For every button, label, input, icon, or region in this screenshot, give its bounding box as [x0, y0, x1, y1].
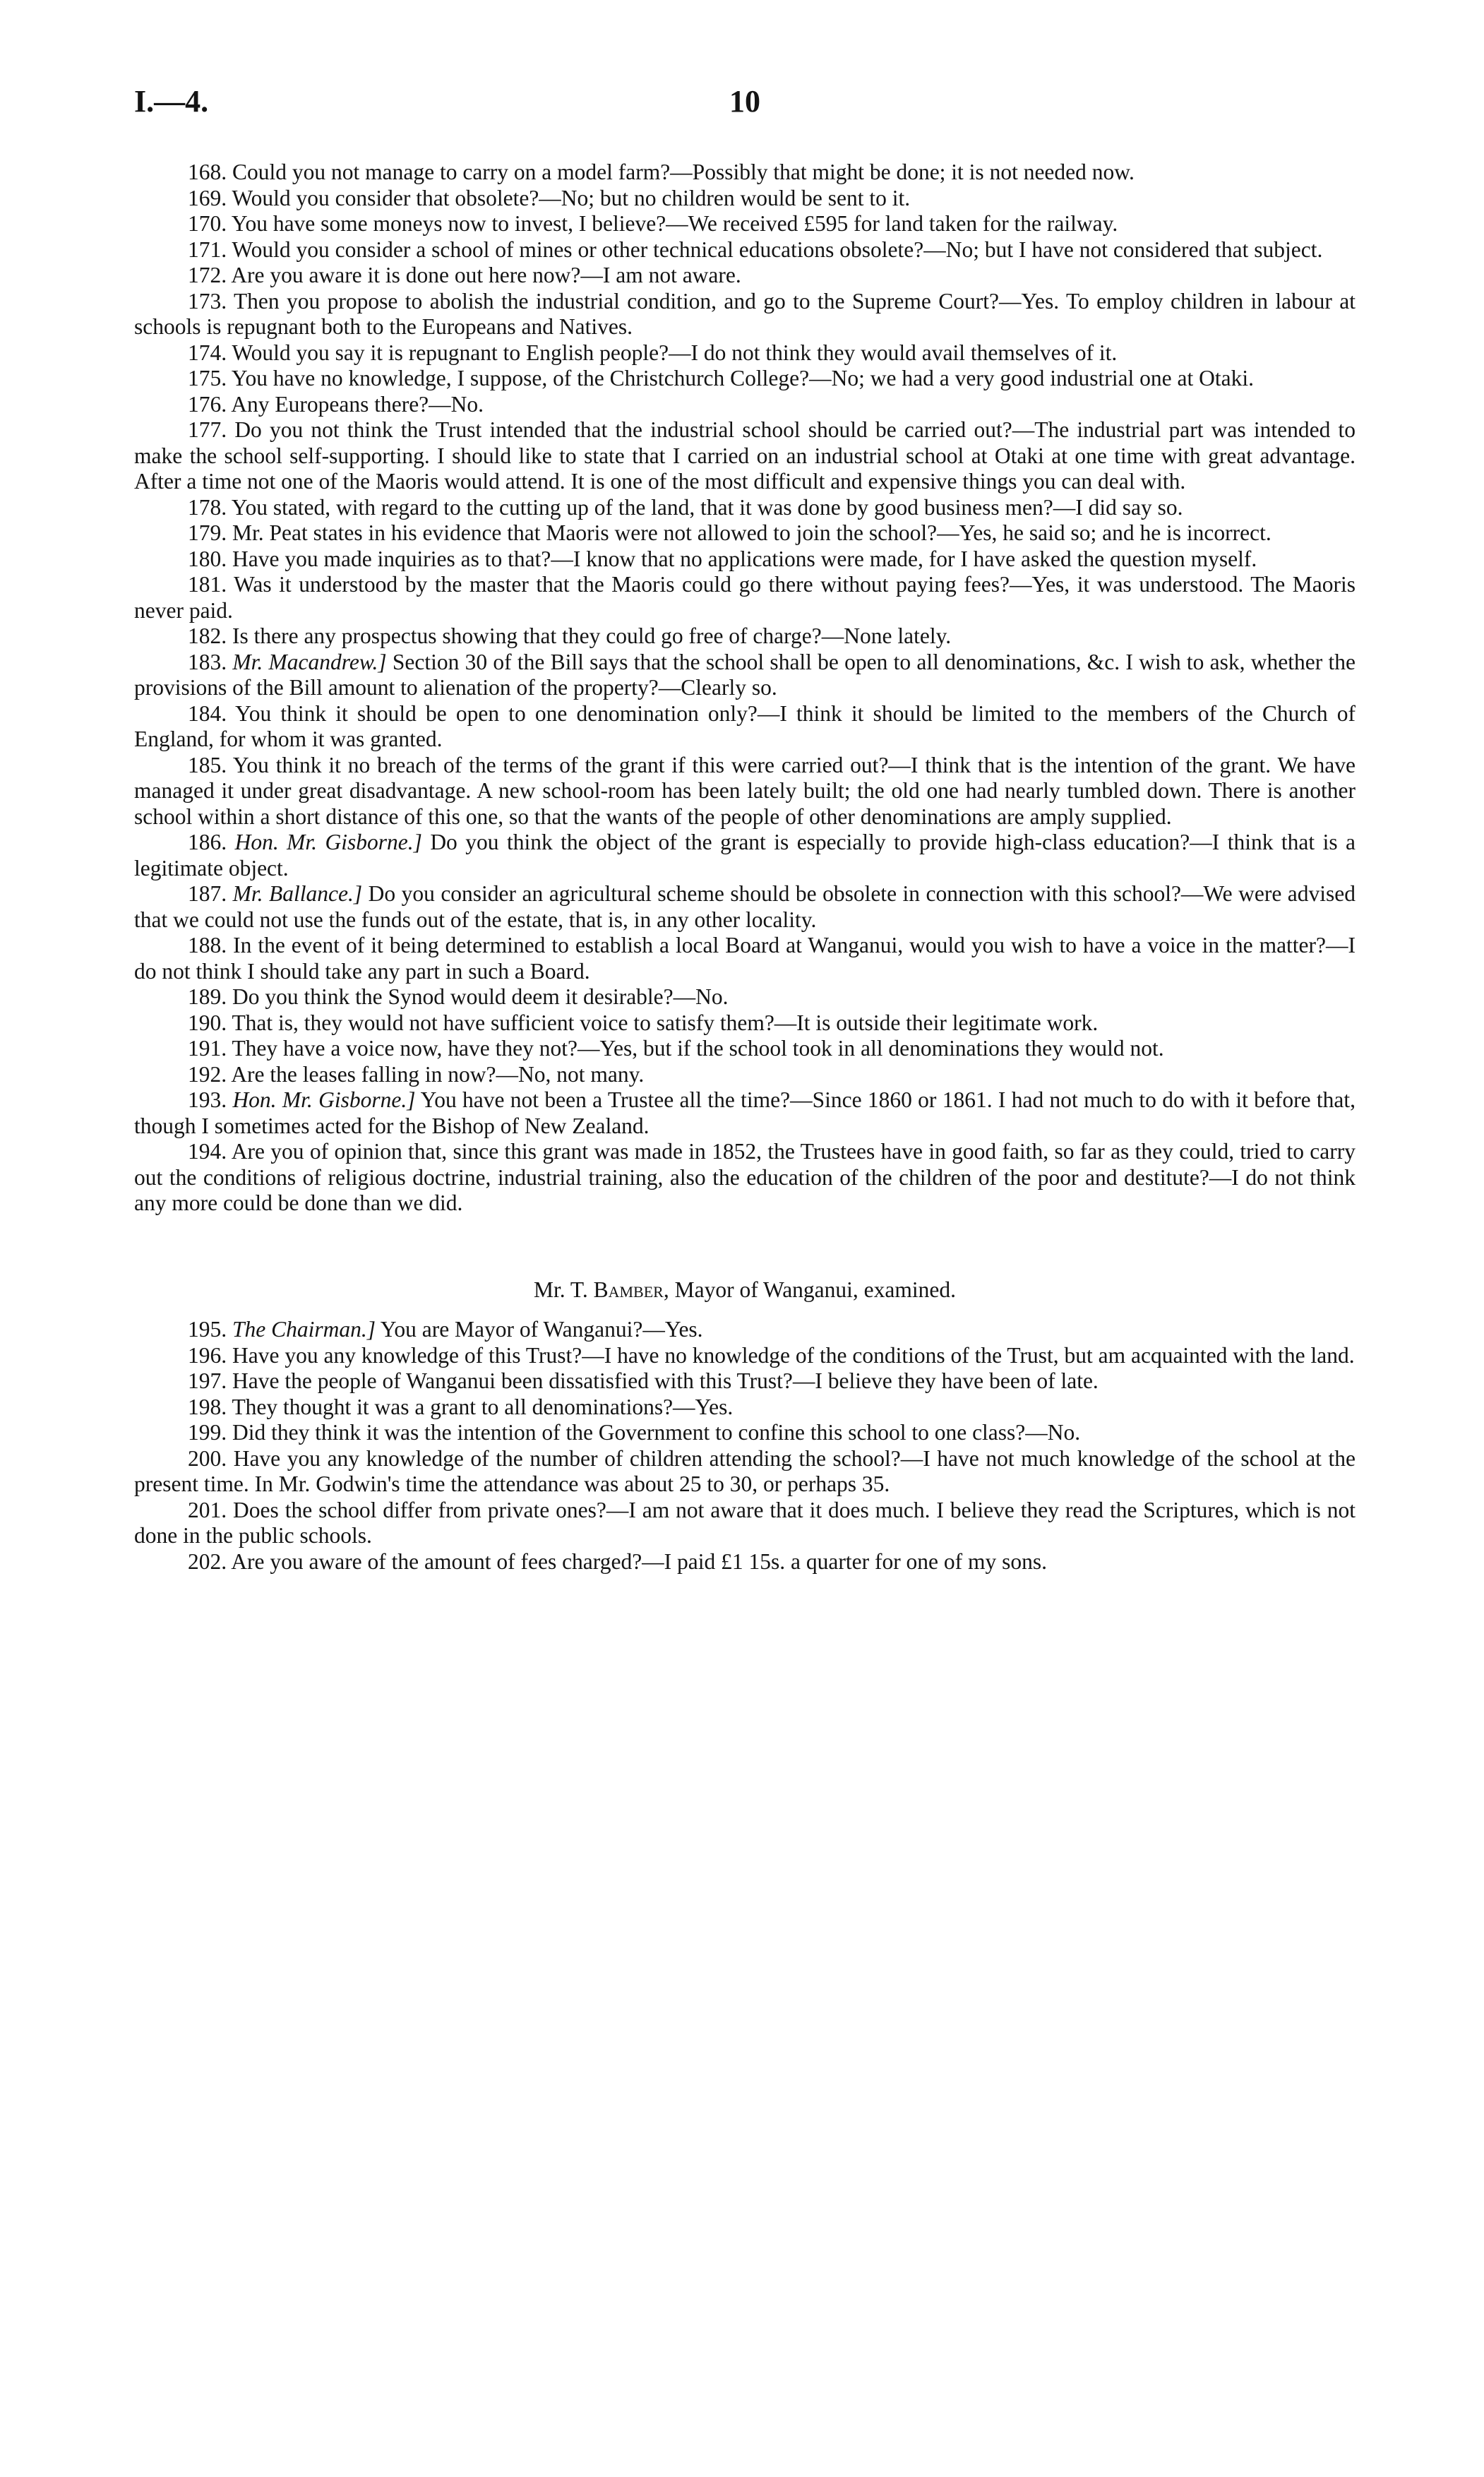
speaker: Mr. Ballance.] — [232, 881, 363, 906]
question-number: 173. — [188, 288, 227, 314]
question-number: 180. — [188, 546, 227, 571]
question-text: You are Mayor of Wanganui?—Yes. — [380, 1317, 703, 1342]
document-reference: I.—4. — [134, 84, 209, 119]
question-answer — [134, 1010, 1356, 1037]
question-number: 196. — [188, 1342, 227, 1368]
question-text: Does the school differ from private ones?—I am not aware that it does much. I believe they read the Scriptures, which is not done in the public schools. — [134, 1497, 1356, 1548]
question-number: 171. — [188, 237, 227, 262]
question-text: Are you aware it is done out here now?—I am not aware. — [231, 263, 741, 287]
question-text: Could you not manage to carry on a model farm?—Possibly that might be done; it is not needed now. — [232, 160, 1135, 184]
question-text: They have a voice now, have they not?—Yes, but if the school took in all denominations they would not. — [232, 1036, 1164, 1061]
question-answer — [134, 237, 1356, 263]
question-text: Mr. Peat states in his evidence that Maoris were not allowed to join the school?—Yes, he said so; and he is incorrect. — [232, 520, 1271, 545]
question-answer — [134, 186, 1356, 212]
question-answer — [134, 160, 1356, 186]
question-answer — [134, 1062, 1356, 1088]
question-answer — [134, 495, 1356, 521]
question-text: That is, they would not have sufficient voice to satisfy them?—It is outside their legitimate work. — [232, 1010, 1099, 1035]
question-answer — [134, 1036, 1356, 1062]
question-answer — [134, 1317, 1356, 1343]
question-text: Do you consider an agricultural scheme should be obsolete in connection with this school?—We were advised that we could not use the funds out of the estate, that is, in any other locality. — [134, 881, 1356, 932]
witness-name: Bamber — [593, 1277, 664, 1302]
question-number: 191. — [188, 1036, 227, 1061]
speaker: Hon. Mr. Gisborne.] — [234, 830, 422, 854]
witness-heading-suffix: , Mayor of Wanganui, examined. — [663, 1277, 956, 1302]
question-answer — [134, 1549, 1356, 1575]
question-answer — [134, 547, 1356, 573]
question-number: 178. — [188, 494, 227, 520]
question-number: 185. — [188, 752, 227, 777]
question-number: 182. — [188, 623, 227, 648]
question-answer — [134, 417, 1356, 495]
question-number: 195. — [188, 1317, 227, 1342]
question-answer — [134, 520, 1356, 547]
question-number: 172. — [188, 263, 227, 287]
question-text: Are the leases falling in now?—No, not many. — [231, 1061, 645, 1087]
question-answer — [134, 881, 1356, 933]
question-answer — [134, 753, 1356, 830]
question-answer — [134, 1343, 1356, 1369]
witness-heading — [134, 1277, 1356, 1303]
question-text: Are you of opinion that, since this grant was made in 1852, the Trustees have in good faith, so far as they could, tried to carry out the conditions of religious doctrine, industrial training, also the education of the children of the poor and destitute?—I do not think any more could be done than we did. — [134, 1139, 1356, 1215]
question-text: Section 30 of the Bill says that the school shall be open to all denominations, &c. I wish to ask, whether the provisions of the Bill amount to alienation of the property?—Clearly so. — [134, 649, 1356, 700]
question-answer — [134, 933, 1356, 984]
question-answer — [134, 1498, 1356, 1549]
question-number: 170. — [188, 211, 227, 236]
question-answer — [134, 1446, 1356, 1498]
question-answer — [134, 366, 1356, 392]
question-number: 183. — [188, 649, 227, 674]
question-text: Then you propose to abolish the industrial condition, and go to the Supreme Court?—Yes. To employ children in labour at schools is repugnant both to the Europeans and Natives. — [134, 288, 1356, 339]
question-number: 201. — [188, 1497, 227, 1522]
question-answer — [134, 289, 1356, 340]
question-text: Do you think the object of the grant is especially to provide high-class education?—I think that is a legitimate object. — [134, 830, 1356, 881]
question-number: 169. — [188, 185, 227, 210]
question-number: 190. — [188, 1010, 227, 1035]
question-text: Is there any prospectus showing that they could go free of charge?—None lately. — [232, 623, 952, 648]
question-number: 200. — [188, 1445, 227, 1471]
question-text: Would you consider that obsolete?—No; but no children would be sent to it. — [232, 185, 911, 210]
question-answer — [134, 1368, 1356, 1395]
document-body — [134, 160, 1356, 1575]
page-header — [134, 83, 1356, 133]
question-answer — [134, 1420, 1356, 1446]
question-answer — [134, 650, 1356, 701]
speaker: The Chairman.] — [232, 1317, 376, 1342]
speaker: Mr. Macandrew.] — [232, 649, 387, 674]
question-text: Have you any knowledge of this Trust?—I have no knowledge of the conditions of the Trust, but am acquainted with the land. — [232, 1342, 1355, 1368]
question-text: Do you not think the Trust intended that the industrial school should be carried out?—The industrial part was intended to make the school self-supporting. I should like to state that I carried on an industrial school at Otaki at one time with great advantage. After a time not one of the Maoris would attend. It is one of the most difficult and expensive things you can deal with. — [134, 417, 1356, 494]
evidence-section-2 — [134, 1317, 1356, 1575]
question-number: 202. — [188, 1548, 227, 1574]
question-number: 186. — [188, 830, 227, 854]
question-answer — [134, 1087, 1356, 1139]
question-text: Was it understood by the master that the Maoris could go there without paying fees?—Yes, it was understood. The Maoris never paid. — [134, 572, 1356, 623]
question-number: 187. — [188, 881, 227, 906]
question-number: 176. — [188, 391, 227, 417]
question-number: 188. — [188, 933, 227, 957]
question-text: You have not been a Trustee all the time?—Since 1860 or 1861. I had not much to do with it before that, though I sometimes acted for the Bishop of New Zealand. — [134, 1087, 1356, 1138]
question-text: You have some moneys now to invest, I believe?—We received £595 for land taken for the railway. — [231, 211, 1118, 236]
question-text: Did they think it was the intention of the Government to confine this school to one class?—No. — [232, 1420, 1081, 1445]
question-answer — [134, 392, 1356, 418]
speaker: Hon. Mr. Gisborne.] — [232, 1087, 416, 1112]
page-number: 10 — [729, 84, 760, 119]
question-number: 194. — [188, 1139, 227, 1164]
witness-heading-prefix: Mr. T. — [533, 1277, 594, 1302]
question-answer — [134, 623, 1356, 650]
question-text: You have no knowledge, I suppose, of the Christchurch College?—No; we had a very good industrial one at Otaki. — [231, 366, 1254, 390]
question-answer — [134, 572, 1356, 623]
question-answer — [134, 211, 1356, 237]
question-number: 193. — [188, 1087, 227, 1112]
question-text: Are you aware of the amount of fees charged?—I paid £1 15s. a quarter for one of my sons. — [231, 1548, 1048, 1574]
question-text: Would you consider a school of mines or other technical educations obsolete?—No; but I have not considered that subject. — [232, 237, 1323, 262]
question-text: In the event of it being determined to establish a local Board at Wanganui, would you wish to have a voice in the matter?—I do not think I should take any part in such a Board. — [134, 933, 1356, 984]
question-text: Have the people of Wanganui been dissatisfied with this Trust?—I believe they have been of late. — [232, 1368, 1099, 1393]
question-text: You think it no breach of the terms of the grant if this were carried out?—I think that is the intention of the grant. We have managed it under great disadvantage. A new school-room has been lately built; the old one had nearly tumbled down. There is another school within a short distance of this one, so that the wants of the people of other denominations are amply supplied. — [134, 752, 1356, 829]
question-text: Would you say it is repugnant to English people?—I do not think they would avail themselves of it. — [232, 340, 1118, 365]
question-number: 168. — [188, 160, 227, 184]
question-number: 181. — [188, 572, 227, 597]
question-answer — [134, 263, 1356, 289]
question-answer — [134, 340, 1356, 366]
question-text: Have you any knowledge of the number of children attending the school?—I have not much knowledge of the school at the present time. In Mr. Godwin's time the attendance was about 25 to 30, or perhaps 35. — [134, 1445, 1356, 1496]
question-number: 184. — [188, 700, 227, 726]
question-number: 175. — [188, 366, 227, 390]
question-text: Have you made inquiries as to that?—I know that no applications were made, for I have asked the question myself. — [232, 546, 1257, 571]
question-number: 179. — [188, 520, 227, 545]
question-number: 189. — [188, 984, 227, 1009]
question-number: 192. — [188, 1061, 227, 1087]
question-text: You stated, with regard to the cutting up of the land, that it was done by good business men?—I did say so. — [231, 494, 1183, 520]
question-answer — [134, 1395, 1356, 1421]
question-text: Any Europeans there?—No. — [231, 391, 484, 417]
question-number: 174. — [188, 340, 227, 365]
question-text: You think it should be open to one denomination only?—I think it should be limited to the members of the Church of England, for whom it was granted. — [134, 700, 1356, 751]
question-answer — [134, 1139, 1356, 1217]
question-answer — [134, 830, 1356, 881]
question-text: They thought it was a grant to all denominations?—Yes. — [232, 1394, 734, 1419]
question-number: 198. — [188, 1394, 227, 1419]
question-text: Do you think the Synod would deem it desirable?—No. — [232, 984, 729, 1009]
question-number: 199. — [188, 1420, 227, 1445]
question-number: 177. — [188, 417, 227, 442]
question-number: 197. — [188, 1368, 227, 1393]
question-answer — [134, 984, 1356, 1010]
question-answer — [134, 701, 1356, 753]
evidence-section-1 — [134, 160, 1356, 1217]
